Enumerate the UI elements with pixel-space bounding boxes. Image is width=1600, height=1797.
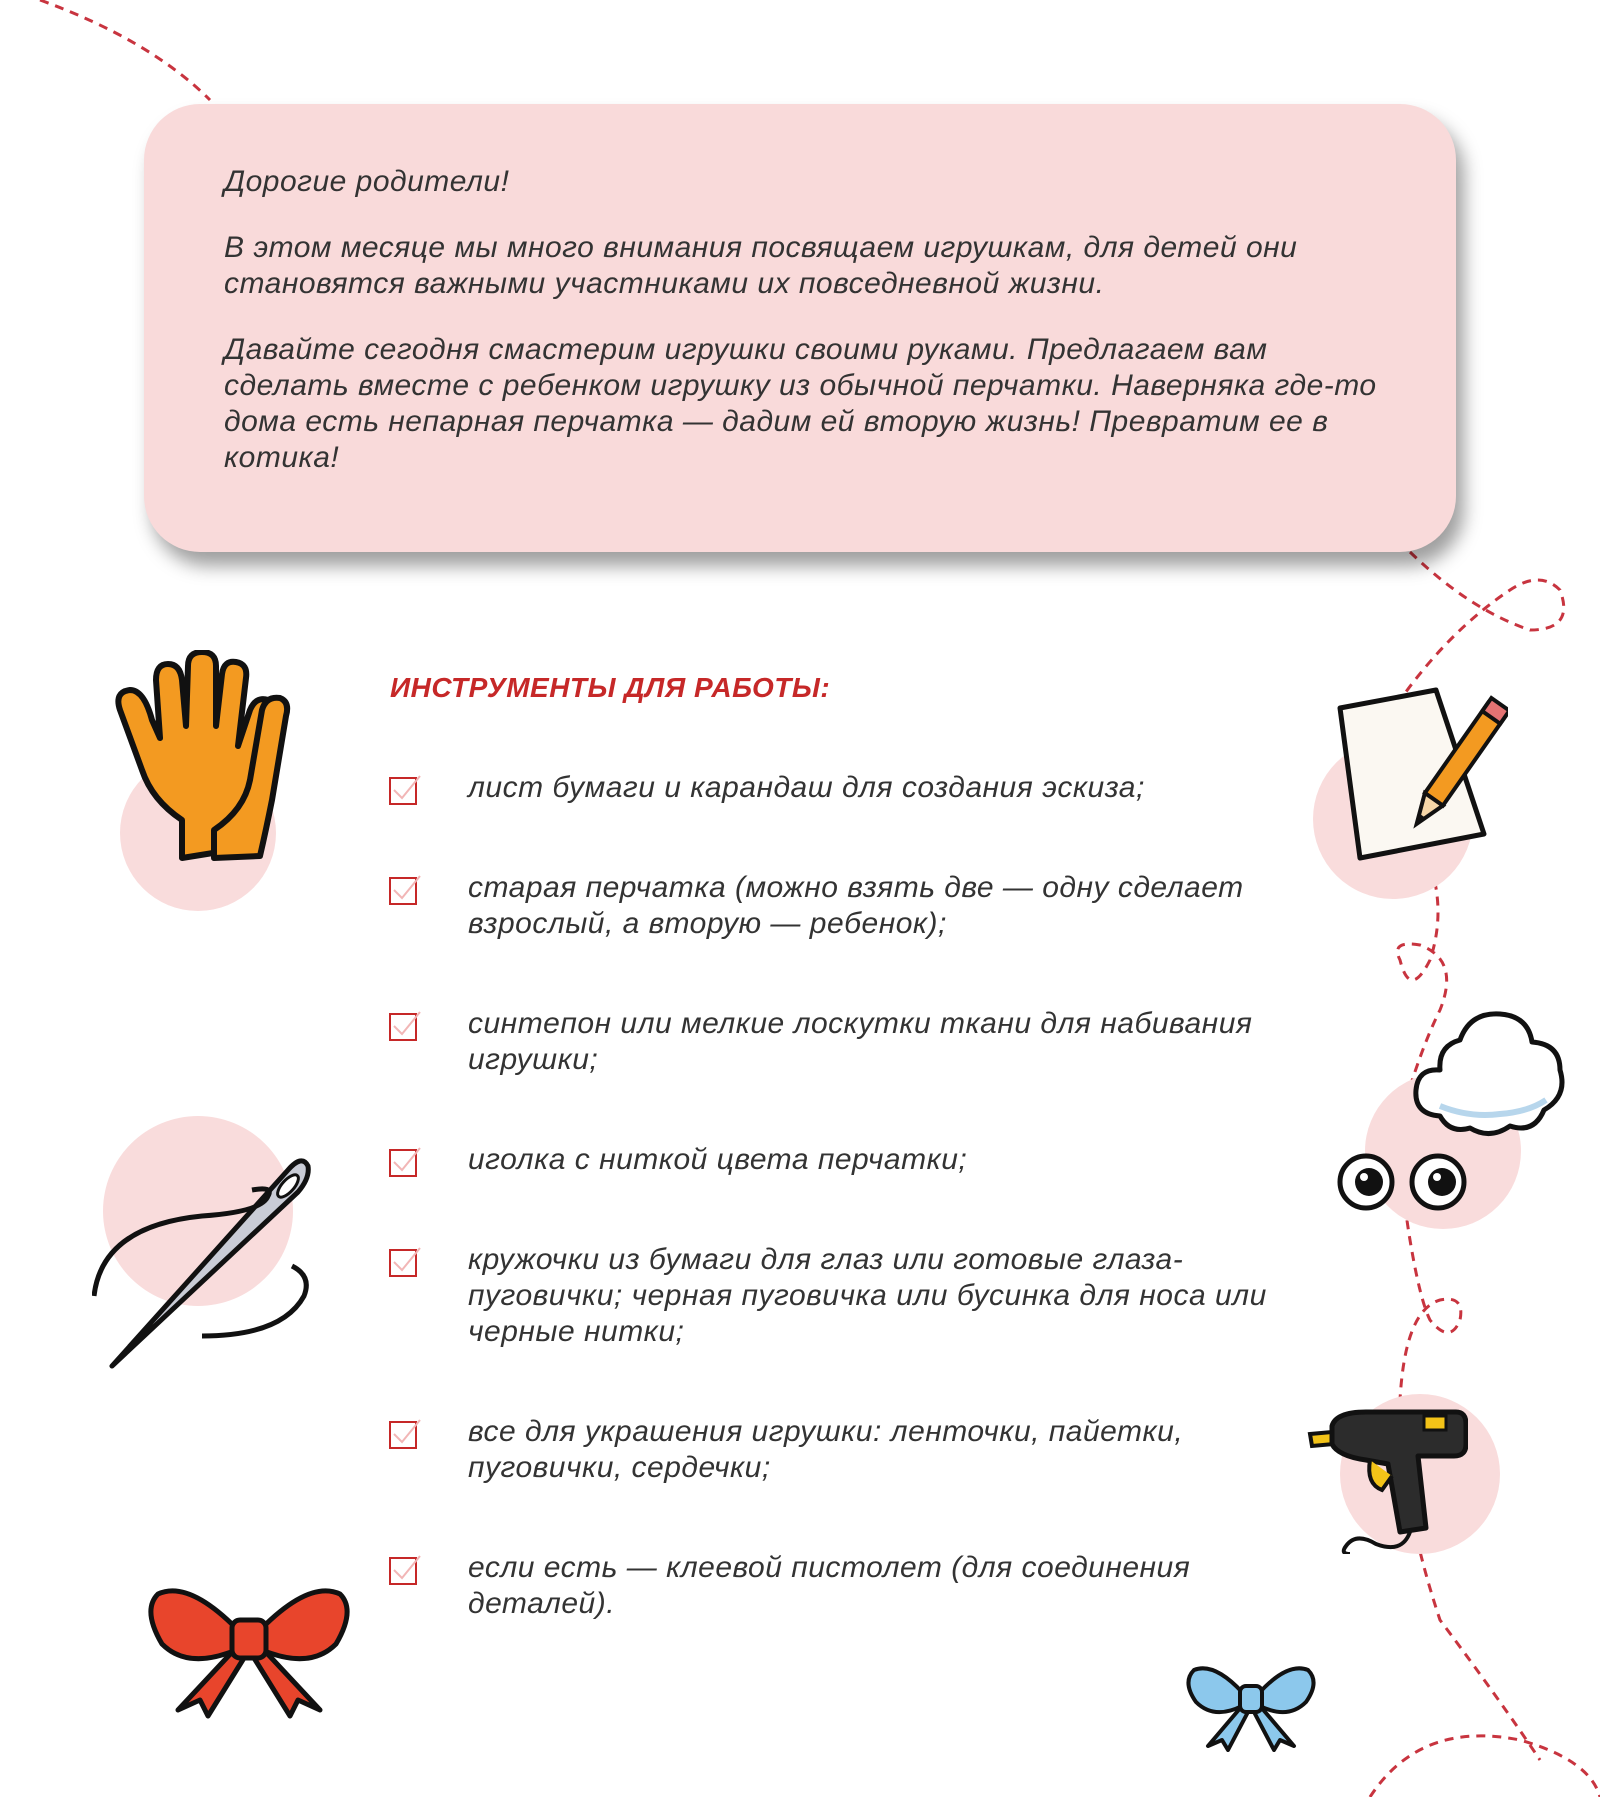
checkbox-icon bbox=[388, 1010, 422, 1044]
list-item-text: лист бумаги и карандаш для создания эскиза; bbox=[468, 771, 1145, 804]
list-item-text: иголка с ниткой цвета перчатки; bbox=[468, 1143, 968, 1176]
dashed-line-top-left bbox=[40, 0, 210, 100]
intro-text bbox=[224, 164, 1384, 506]
checkbox-icon bbox=[388, 1246, 422, 1280]
checkbox-icon bbox=[388, 874, 422, 908]
paper-pencil-icon bbox=[1336, 686, 1508, 866]
checkbox-icon bbox=[388, 1418, 422, 1452]
cotton-cloud-icon bbox=[1410, 1006, 1570, 1142]
intro-greeting: Дорогие родители! bbox=[224, 165, 510, 198]
intro-paragraph-2: Давайте сегодня смастерим игрушки своими руками. Предлагаем вам сделать вместе с ребенком игрушку из обычной перчатки. Наверняка где-то дома есть непарная перчатка — дадим ей вторую жизнь! Превратим ее в котика! bbox=[224, 333, 1377, 474]
gloves-icon bbox=[112, 650, 292, 862]
blue-bow-icon bbox=[1186, 1662, 1316, 1752]
intro-paragraph-1: В этом месяце мы много внимания посвящаем игрушкам, для детей они становятся важными участниками их повседневной жизни. bbox=[224, 231, 1298, 300]
tools-title: ИНСТРУМЕНТЫ ДЛЯ РАБОТЫ: bbox=[390, 672, 831, 703]
checkbox-icon bbox=[388, 1146, 422, 1180]
dashed-arc-bottom-right bbox=[1370, 1736, 1600, 1797]
glue-gun-icon bbox=[1306, 1404, 1468, 1554]
intro-card bbox=[144, 104, 1456, 552]
checkbox-icon bbox=[388, 1554, 422, 1588]
list-item-text: синтепон или мелкие лоскутки ткани для набивания игрушки; bbox=[468, 1007, 1253, 1076]
list-item-text: кружочки из бумаги для глаз или готовые глаза-пуговички; черная пуговичка или бусинка для носа или черные нитки; bbox=[468, 1243, 1267, 1348]
list-item-text: если есть — клеевой пистолет (для соединения деталей). bbox=[468, 1551, 1191, 1620]
list-item-text: все для украшения игрушки: ленточки, пайетки, пуговички, сердечки; bbox=[468, 1415, 1184, 1484]
needle-thread-icon bbox=[92, 1146, 314, 1370]
checkbox-icon bbox=[388, 774, 422, 808]
red-bow-icon bbox=[148, 1580, 350, 1720]
list-item-text: старая перчатка (можно взять две — одну сделает взрослый, а вторую — ребенок); bbox=[468, 871, 1244, 940]
googly-eyes-icon bbox=[1336, 1152, 1470, 1212]
